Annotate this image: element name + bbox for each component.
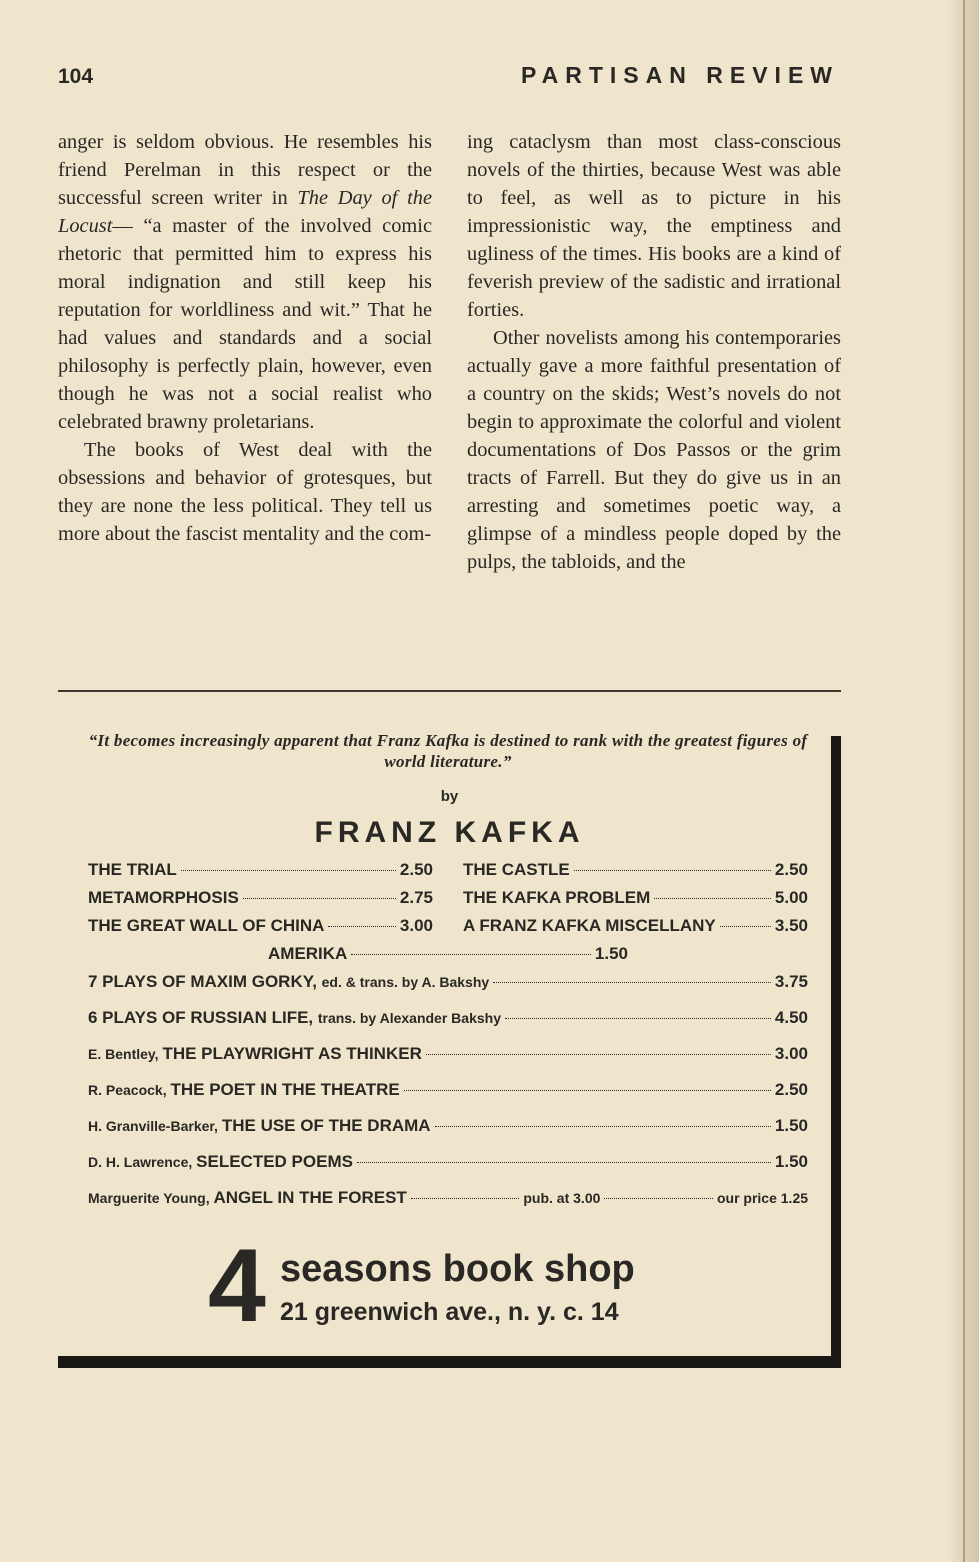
list-item	[88, 1116, 808, 1152]
book-price: 3.75	[774, 972, 808, 991]
shop-logo	[208, 1228, 728, 1344]
book-price: 2.75	[399, 888, 433, 907]
book-entry	[463, 888, 808, 916]
article-body	[58, 128, 841, 576]
book-title: THE KAFKA PROBLEM	[463, 888, 651, 907]
book-credit: trans. by Alexander Bakshy	[317, 1010, 501, 1026]
left-column	[58, 128, 432, 576]
book-title: THE TRIAL	[88, 860, 177, 879]
leader-dots	[505, 1018, 771, 1019]
book-price: 3.00	[399, 916, 433, 935]
leader-dots	[243, 898, 396, 899]
book-price: 2.50	[774, 860, 808, 879]
list-row	[88, 888, 808, 916]
leader-dots	[604, 1198, 713, 1199]
paragraph	[58, 128, 432, 436]
book-title: ANGEL IN THE FOREST	[213, 1188, 407, 1207]
book-entry	[463, 916, 808, 944]
book-entry	[88, 860, 433, 888]
right-column	[467, 128, 841, 576]
leader-dots	[351, 954, 591, 955]
leader-dots	[720, 926, 771, 927]
book-title: AMERIKA	[268, 944, 348, 963]
leader-dots	[574, 870, 771, 871]
leader-dots	[328, 926, 395, 927]
page-edge	[963, 0, 965, 1562]
leader-dots	[357, 1162, 771, 1163]
leader-dots	[654, 898, 771, 899]
book-line	[88, 1008, 501, 1028]
list-row	[88, 944, 808, 972]
leader-dots	[181, 870, 396, 871]
leader-dots	[411, 1198, 520, 1199]
paragraph: Other novelists among his contemporaries actually gave a more faithful presentation of a country on the skids; West’s novels do not begin to approximate the colorful and violent documentations of Dos Passos or the grim tracts of Farrell. But they do give us in an arresting and sometimes poetic way, a glimpse of a mindless people doped by the pulps, the tabloids, and the	[467, 327, 841, 573]
book-line	[88, 1044, 422, 1064]
book-line	[88, 1080, 400, 1100]
list-item	[88, 1188, 808, 1224]
book-title: THE PLAYWRIGHT AS THINKER	[162, 1044, 422, 1063]
book-title: A FRANZ KAFKA MISCELLANY	[463, 916, 716, 935]
book-price: 1.50	[774, 1152, 808, 1171]
book-price: 3.00	[774, 1044, 808, 1063]
list-row	[88, 860, 808, 888]
book-price: 4.50	[774, 1008, 808, 1027]
list-item	[88, 1152, 808, 1188]
list-item	[88, 972, 808, 1008]
leader-dots	[435, 1126, 771, 1127]
book-entry	[88, 916, 433, 944]
journal-title: PARTISAN REVIEW	[521, 62, 839, 88]
book-credit: ed. & trans. by A. Bakshy	[321, 974, 490, 990]
section-divider	[58, 690, 841, 692]
other-book-list	[88, 972, 808, 1224]
list-item	[88, 1080, 808, 1116]
book-entry	[268, 944, 628, 972]
text-run: — “a master of the involved comic rhetoric that permitted him to express his moral indignation and still keep his reputation for worldliness and wit.” That he had values and standards and a social philosophy is perfectly plain, however, even though he was not a social realist who celebrated brawny proletarians.	[58, 215, 432, 433]
running-head	[58, 62, 839, 89]
shop-address: 21 greenwich ave., n. y. c. 14	[280, 1298, 619, 1326]
book-title: SELECTED POEMS	[196, 1152, 353, 1171]
text-run: anger is seldom obvious. He resembles his friend Perelman in this respect or the successful screen writer in	[58, 131, 432, 209]
paragraph: ing cataclysm than most class-conscious novels of the thirties, because West was able to feel, as well as to picture in his impressionistic way, the emptiness and ugliness of the times. His books are a kind of feverish preview of the sadistic and irrational forties.	[467, 131, 841, 321]
book-title: THE CASTLE	[463, 860, 570, 879]
book-entry	[88, 888, 433, 916]
list-item	[88, 1044, 808, 1080]
sale-price: our price 1.25	[716, 1190, 809, 1206]
book-author: H. Granville-Barker,	[88, 1118, 222, 1134]
book-price: 1.50	[594, 944, 628, 963]
kafka-book-list	[88, 860, 808, 972]
leader-dots	[404, 1090, 771, 1091]
book-entry	[463, 860, 808, 888]
book-title: 7 PLAYS OF MAXIM GORKY,	[88, 972, 322, 991]
by-line: by	[440, 788, 459, 805]
book-title-italic: The Day of the Locust	[58, 187, 432, 237]
book-line	[88, 1152, 353, 1172]
page-number: 104	[58, 65, 94, 88]
leader-dots	[493, 982, 771, 983]
publisher-price: pub. at 3.00	[523, 1190, 601, 1206]
shop-number: 4	[208, 1228, 266, 1344]
book-title: 6 PLAYS OF RUSSIAN LIFE,	[88, 1008, 318, 1027]
book-author: Marguerite Young,	[88, 1190, 214, 1206]
book-title: METAMORPHOSIS	[88, 888, 239, 907]
book-title: THE USE OF THE DRAMA	[221, 1116, 431, 1135]
book-line	[88, 972, 489, 992]
book-author: R. Peacock,	[88, 1082, 171, 1098]
book-price: 2.50	[399, 860, 433, 879]
list-row	[88, 916, 808, 944]
book-line	[88, 1188, 407, 1208]
ad-quote: “It becomes increasingly apparent that Franz Kafka is destined to rank with the greatest figures of world literature.”	[88, 731, 808, 771]
author-heading: FRANZ KAFKA	[314, 816, 585, 849]
book-title: THE POET IN THE THEATRE	[170, 1080, 400, 1099]
list-item	[88, 1008, 808, 1044]
book-price: 3.50	[774, 916, 808, 935]
leader-dots	[426, 1054, 771, 1055]
ad-border-bottom	[58, 1356, 841, 1368]
book-title: THE GREAT WALL OF CHINA	[88, 916, 325, 935]
book-price: 5.00	[774, 888, 808, 907]
book-price: 2.50	[774, 1080, 808, 1099]
paragraph: The books of West deal with the obsessions and behavior of grotesques, but they are none the less political. They tell us more about the fascist mentality and the com-	[58, 439, 432, 545]
book-author: E. Bentley,	[88, 1046, 163, 1062]
book-author: D. H. Lawrence,	[88, 1154, 197, 1170]
book-line	[88, 1116, 431, 1136]
bookshop-advertisement	[58, 731, 841, 1368]
book-price: 1.50	[774, 1116, 808, 1135]
shop-name: seasons book shop	[280, 1248, 635, 1290]
